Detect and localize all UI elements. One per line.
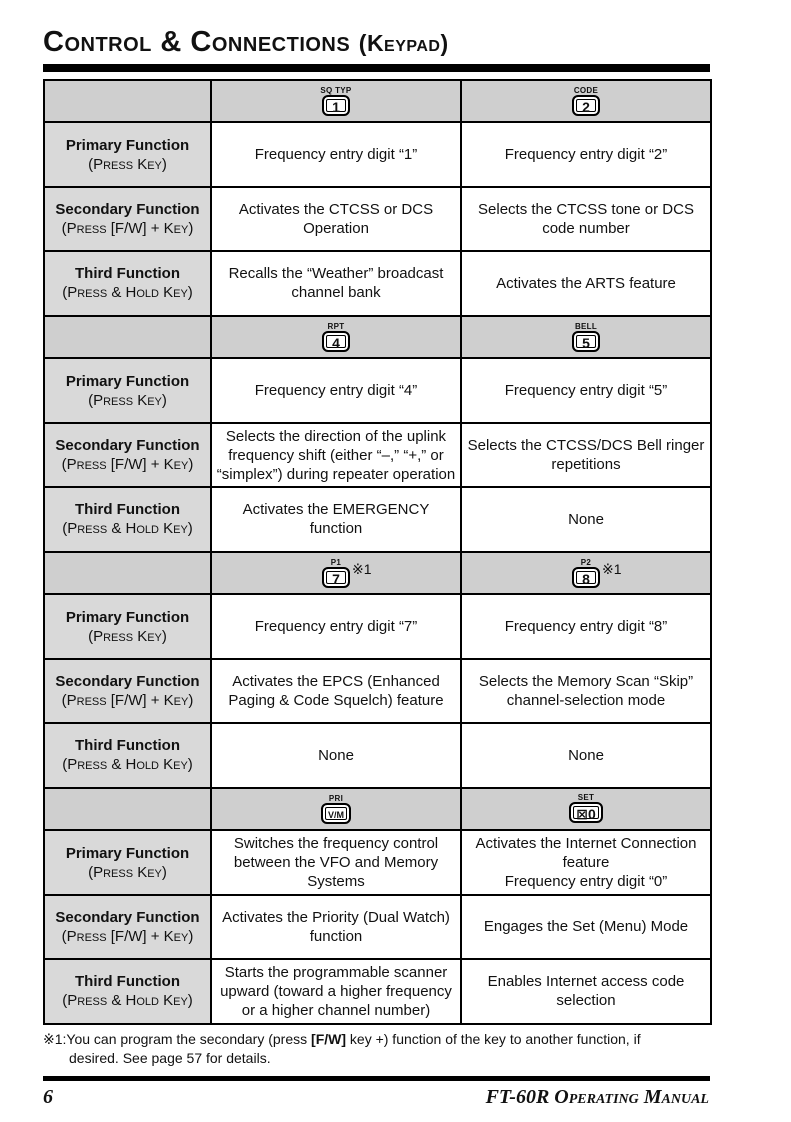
key-header-row	[44, 552, 711, 594]
keypad-table	[43, 79, 712, 1025]
function-desc: Recalls the “Weather” broadcast channel bank	[211, 251, 461, 316]
title-subtitle: (Keypad)	[358, 30, 449, 56]
third-function-label	[44, 251, 211, 316]
function-desc: None	[461, 723, 711, 788]
key-alt-label: SET	[577, 793, 595, 803]
key-alt-label: P1	[330, 557, 342, 567]
function-desc: Activates the EPCS (Enhanced Paging & Code Squelch) feature	[211, 659, 461, 722]
function-name: Primary Function	[65, 372, 190, 390]
primary-function-row	[44, 594, 711, 659]
footnote-text-b: key +) function of the key to another function, if	[349, 1031, 641, 1047]
function-name: Third Function	[75, 265, 180, 283]
function-name: Third Function	[75, 737, 180, 755]
secondary-function-row	[44, 659, 711, 722]
key-cell-right	[461, 80, 711, 122]
footer-rule	[43, 1076, 710, 1081]
primary-function-label	[44, 358, 211, 423]
function-desc: Frequency entry digit “1”	[211, 122, 461, 187]
key-alt-label: P2	[580, 557, 592, 567]
primary-function-row	[44, 122, 711, 187]
function-action: (Press [F/W] + Key)	[61, 927, 194, 945]
title-rule	[43, 64, 710, 72]
function-name: Secondary Function	[55, 908, 200, 926]
secondary-function-label	[44, 187, 211, 250]
function-name: Secondary Function	[55, 437, 200, 455]
key-label-blank	[44, 80, 211, 122]
function-name: Secondary Function	[55, 673, 200, 690]
key-cap: V/M	[321, 803, 351, 824]
third-function-label	[44, 723, 211, 788]
function-desc: Frequency entry digit “5”	[461, 358, 711, 423]
key-cell-right	[461, 316, 711, 358]
function-action: (Press [F/W] + Key)	[61, 692, 194, 709]
function-desc: Selects the CTCSS/DCS Bell ringer repetitions	[461, 423, 711, 486]
function-action: (Press & Hold Key)	[62, 756, 193, 774]
footnote-ref: ※1	[352, 560, 372, 577]
key-cap: 8	[572, 567, 600, 588]
key-cap: ⊠0	[569, 802, 603, 823]
key-alt-label: RPT	[327, 321, 345, 331]
primary-function-row	[44, 830, 711, 895]
function-action: (Press Key)	[88, 391, 167, 409]
key-label-blank	[44, 316, 211, 358]
third-function-row	[44, 251, 711, 316]
key-cell-left	[211, 788, 461, 830]
key-label-blank	[44, 788, 211, 830]
key-cap: 7	[322, 567, 350, 588]
function-action: (Press [F/W] + Key)	[61, 456, 194, 474]
footnote-mark: ※1:	[43, 1031, 67, 1047]
third-function-row	[44, 723, 711, 788]
function-desc: Engages the Set (Menu) Mode	[461, 895, 711, 958]
title-text: Control & Connections	[43, 26, 351, 58]
key-right	[572, 322, 600, 353]
key-header-row	[44, 316, 711, 358]
key-right	[572, 86, 600, 117]
key-left	[321, 794, 351, 824]
third-function-row	[44, 959, 711, 1024]
function-action: (Press Key)	[88, 627, 167, 645]
key-alt-label: PRI	[328, 793, 344, 803]
key-cell-left	[211, 80, 461, 122]
key-left	[322, 557, 372, 589]
key-alt-label: SQ TYP	[320, 85, 352, 95]
function-desc: Activates the EMERGENCY function	[211, 487, 461, 552]
function-action: (Press & Hold Key)	[62, 284, 193, 302]
key-header-row	[44, 80, 711, 122]
function-action: (Press & Hold Key)	[62, 992, 193, 1010]
function-name: Secondary Function	[55, 201, 200, 219]
function-desc: Selects the Memory Scan “Skip” channel-selection mode	[461, 659, 711, 722]
key-cap: 4	[322, 331, 350, 352]
primary-function-label	[44, 122, 211, 187]
primary-function-label	[44, 594, 211, 659]
key-alt-label: CODE	[573, 85, 599, 95]
function-action: (Press Key)	[88, 863, 167, 881]
function-name: Third Function	[75, 973, 180, 991]
key-cell-right	[461, 552, 711, 594]
key-cell-right	[461, 788, 711, 830]
function-desc: Frequency entry digit “2”	[461, 122, 711, 187]
function-name: Primary Function	[65, 136, 190, 154]
function-desc: None	[461, 487, 711, 552]
primary-function-label	[44, 830, 211, 895]
function-desc: Frequency entry digit “7”	[211, 594, 461, 659]
key-header-row	[44, 788, 711, 830]
function-desc: Activates the CTCSS or DCS Operation	[211, 187, 461, 250]
secondary-function-label	[44, 659, 211, 722]
page-title	[43, 26, 449, 59]
third-function-label	[44, 959, 211, 1024]
function-desc: Selects the direction of the uplink frequency shift (either “–,” “+,” or “simplex”) during repeater operation	[211, 423, 461, 486]
secondary-function-row	[44, 895, 711, 958]
third-function-label	[44, 487, 211, 552]
footnote-ref: ※1	[602, 560, 622, 577]
function-name: Primary Function	[65, 608, 190, 626]
secondary-function-row	[44, 187, 711, 250]
key-cap: 1	[322, 95, 350, 116]
function-desc: Activates the ARTS feature	[461, 251, 711, 316]
primary-function-row	[44, 358, 711, 423]
function-desc: Starts the programmable scanner upward (toward a higher frequency or a higher channel number)	[211, 959, 461, 1024]
key-cell-left	[211, 316, 461, 358]
footnote-line-1	[43, 1030, 713, 1049]
function-desc: Switches the frequency control between the VFO and Memory Systems	[211, 830, 461, 895]
key-cell-left	[211, 552, 461, 594]
key-cap: 5	[572, 331, 600, 352]
key-label-blank	[44, 552, 211, 594]
secondary-function-label	[44, 895, 211, 958]
function-desc: Activates the Internet Connection feature Frequency entry digit “0”	[461, 830, 711, 895]
function-desc: Activates the Priority (Dual Watch) function	[211, 895, 461, 958]
function-action: (Press [F/W] + Key)	[61, 220, 194, 238]
page-number: 6	[43, 1086, 53, 1108]
key-alt-label: BELL	[574, 321, 598, 331]
key-left	[320, 86, 351, 117]
manual-title: FT-60R Operating Manual	[485, 1086, 709, 1108]
key-right	[569, 793, 603, 824]
function-desc: Frequency entry digit “4”	[211, 358, 461, 423]
footnote-line-2: desired. See page 57 for details.	[69, 1050, 271, 1066]
key-right	[572, 557, 622, 589]
footnote-text-a: You can program the secondary (press	[66, 1031, 308, 1047]
footnote-key: [F/W]	[311, 1031, 347, 1047]
third-function-row	[44, 487, 711, 552]
function-desc: None	[211, 723, 461, 788]
function-desc: Frequency entry digit “8”	[461, 594, 711, 659]
function-action: (Press & Hold Key)	[62, 520, 193, 538]
function-action: (Press Key)	[88, 155, 167, 173]
footnote	[43, 1030, 713, 1068]
key-cap: 2	[572, 95, 600, 116]
secondary-function-label	[44, 423, 211, 486]
function-desc: Selects the CTCSS tone or DCS code number	[461, 187, 711, 250]
function-name: Third Function	[75, 501, 180, 519]
key-left	[322, 322, 350, 353]
secondary-function-row	[44, 423, 711, 486]
function-desc: Enables Internet access code selection	[461, 959, 711, 1024]
function-name: Primary Function	[65, 844, 190, 862]
